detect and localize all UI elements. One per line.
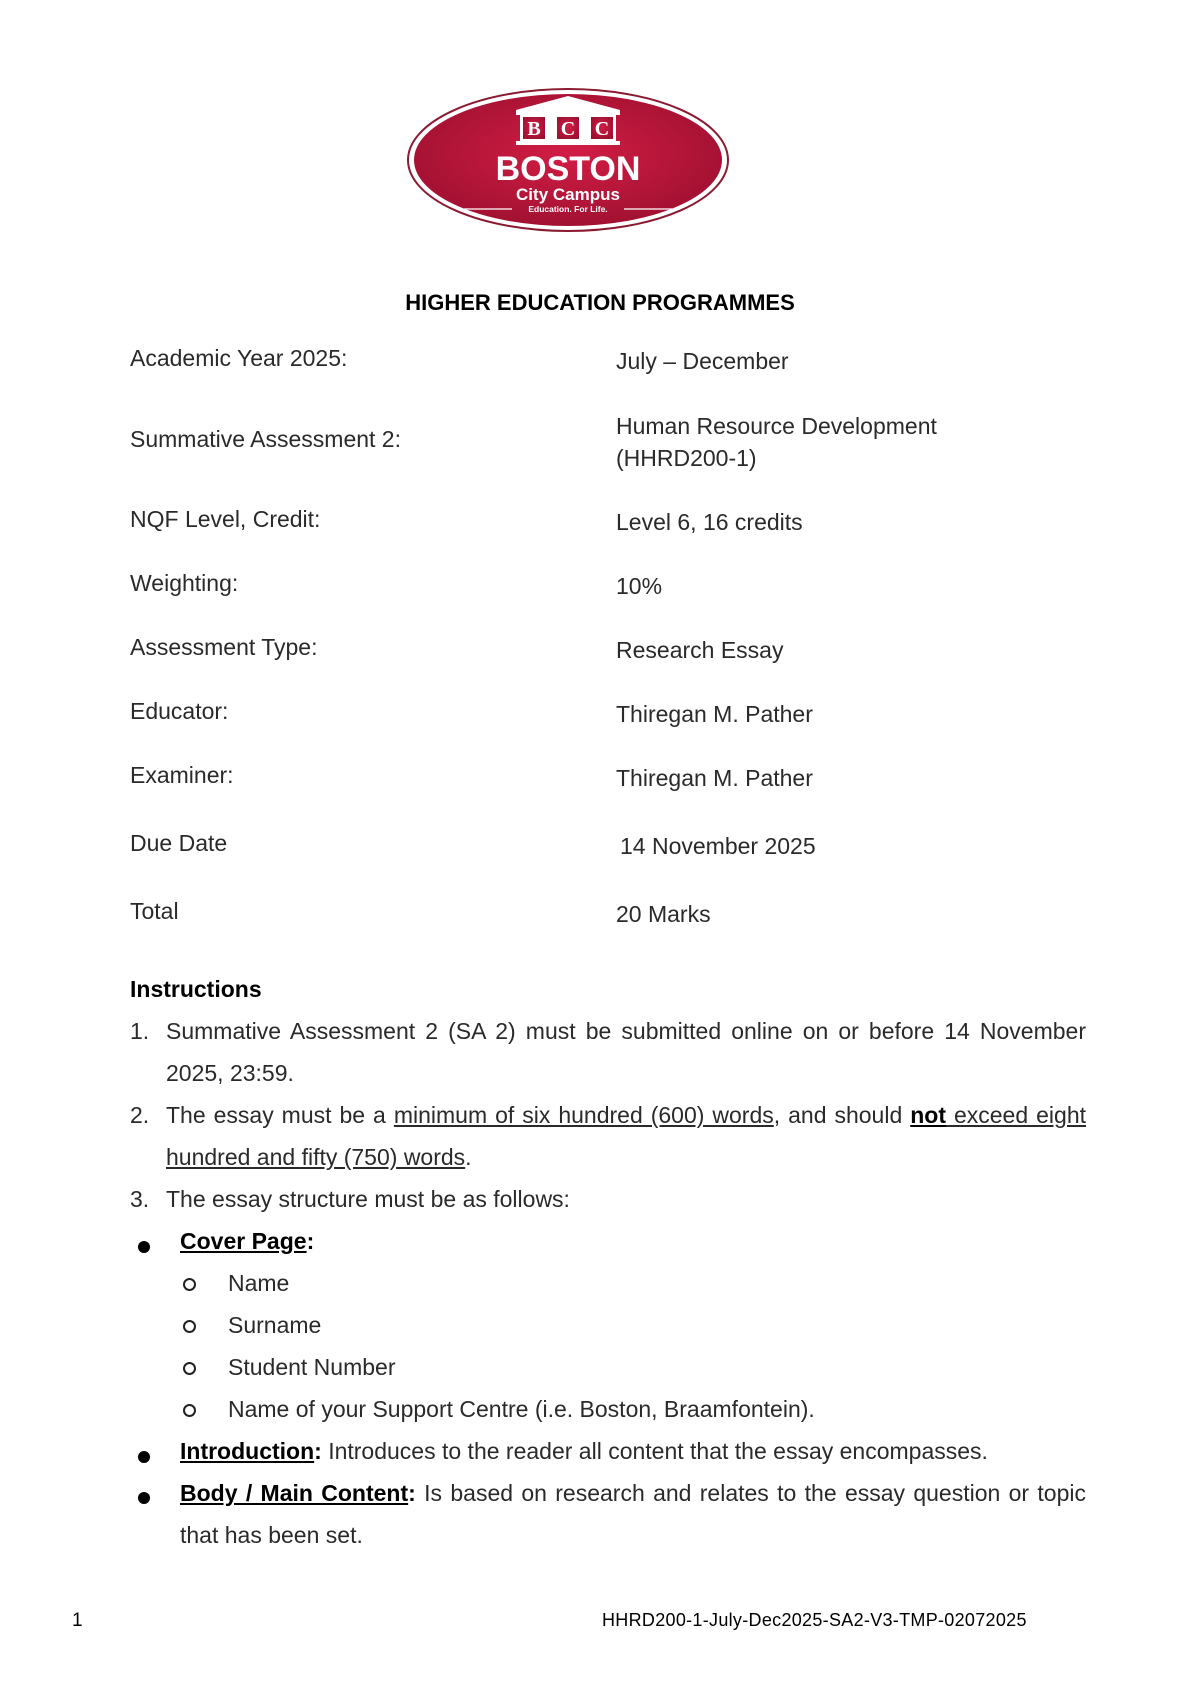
detail-label: Summative Assessment 2: bbox=[130, 426, 401, 452]
structure-body: Body / Main Content: Is based on research and relates to the essay question or topic that has been set. bbox=[180, 1480, 1086, 1548]
detail-label: Total bbox=[130, 898, 179, 924]
instruction-text: The essay structure must be as follows: bbox=[166, 1186, 570, 1212]
cover-page-item: Name of your Support Centre (i.e. Boston, Braamfontein). bbox=[228, 1396, 815, 1422]
structure-introduction: Introduction: Introduces to the reader all content that the essay encompasses. bbox=[180, 1438, 988, 1464]
document-code: HHRD200-1-July-Dec2025-SA2-V3-TMP-02072025 bbox=[602, 1610, 1027, 1630]
logo-subtitle: City Campus bbox=[516, 185, 620, 204]
body-title: Body / Main Content bbox=[180, 1480, 409, 1506]
circle-bullet-icon bbox=[183, 1404, 196, 1417]
introduction-title: Introduction bbox=[180, 1438, 315, 1464]
detail-value: July – December bbox=[616, 348, 789, 374]
cover-page-item: Student Number bbox=[228, 1354, 396, 1380]
list-number: 3. bbox=[130, 1186, 150, 1212]
detail-value: 10% bbox=[616, 573, 663, 599]
cover-page-item: Name bbox=[228, 1270, 290, 1296]
detail-label: Examiner: bbox=[130, 762, 234, 788]
logo-initial-2: C bbox=[560, 118, 576, 140]
instructions-title: Instructions bbox=[130, 976, 262, 1002]
detail-value: Level 6, 16 credits bbox=[616, 509, 803, 535]
detail-value: Thiregan M. Pather bbox=[616, 765, 813, 791]
instruction-text: Summative Assessment 2 (SA 2) must be submitted online on or before 14 November 2025, 23:59. bbox=[166, 1018, 1086, 1086]
boston-city-campus-logo bbox=[406, 86, 730, 234]
cover-page-item: Surname bbox=[228, 1312, 322, 1338]
list-number: 1. bbox=[130, 1018, 150, 1044]
detail-label: Weighting: bbox=[130, 570, 239, 596]
detail-label: Educator: bbox=[130, 698, 229, 724]
word-minimum-emphasis: minimum of six hundred (600) words bbox=[393, 1102, 774, 1128]
circle-bullet-icon bbox=[183, 1362, 196, 1375]
detail-value: Human Resource Development (HHRD200-1) bbox=[616, 413, 937, 471]
bullet-icon bbox=[138, 1241, 150, 1253]
detail-value: Research Essay bbox=[616, 637, 784, 663]
page-number: 1 bbox=[72, 1610, 83, 1631]
detail-value: Thiregan M. Pather bbox=[616, 701, 813, 727]
word-maximum-emphasis: exceed eight hundred and fifty (750) words bbox=[166, 1102, 1086, 1170]
logo-tagline: Education. For Life. bbox=[528, 204, 608, 214]
detail-value: 20 Marks bbox=[616, 901, 711, 927]
not-emphasis: not bbox=[910, 1102, 946, 1128]
detail-label: Academic Year 2025: bbox=[130, 345, 348, 371]
page-heading: HIGHER EDUCATION PROGRAMMES bbox=[405, 290, 795, 315]
logo-initial-1: B bbox=[527, 118, 541, 140]
detail-label: NQF Level, Credit: bbox=[130, 506, 321, 532]
logo-name: BOSTON bbox=[495, 150, 641, 188]
cover-page-title: Cover Page bbox=[180, 1228, 307, 1254]
list-number: 2. bbox=[130, 1102, 150, 1128]
instruction-text: The essay must be a minimum of six hundred (600) words, and should not exceed eight hundred and fifty (750) words. bbox=[166, 1102, 1086, 1170]
detail-label: Assessment Type: bbox=[130, 634, 318, 660]
circle-bullet-icon bbox=[183, 1320, 196, 1333]
circle-bullet-icon bbox=[183, 1278, 196, 1291]
logo-initial-3: C bbox=[594, 118, 610, 140]
bullet-icon bbox=[138, 1492, 150, 1504]
detail-label: Due Date bbox=[130, 830, 228, 856]
structure-cover-page: Cover Page: bbox=[180, 1228, 315, 1254]
detail-value: 14 November 2025 bbox=[620, 833, 816, 859]
bullet-icon bbox=[138, 1451, 150, 1463]
